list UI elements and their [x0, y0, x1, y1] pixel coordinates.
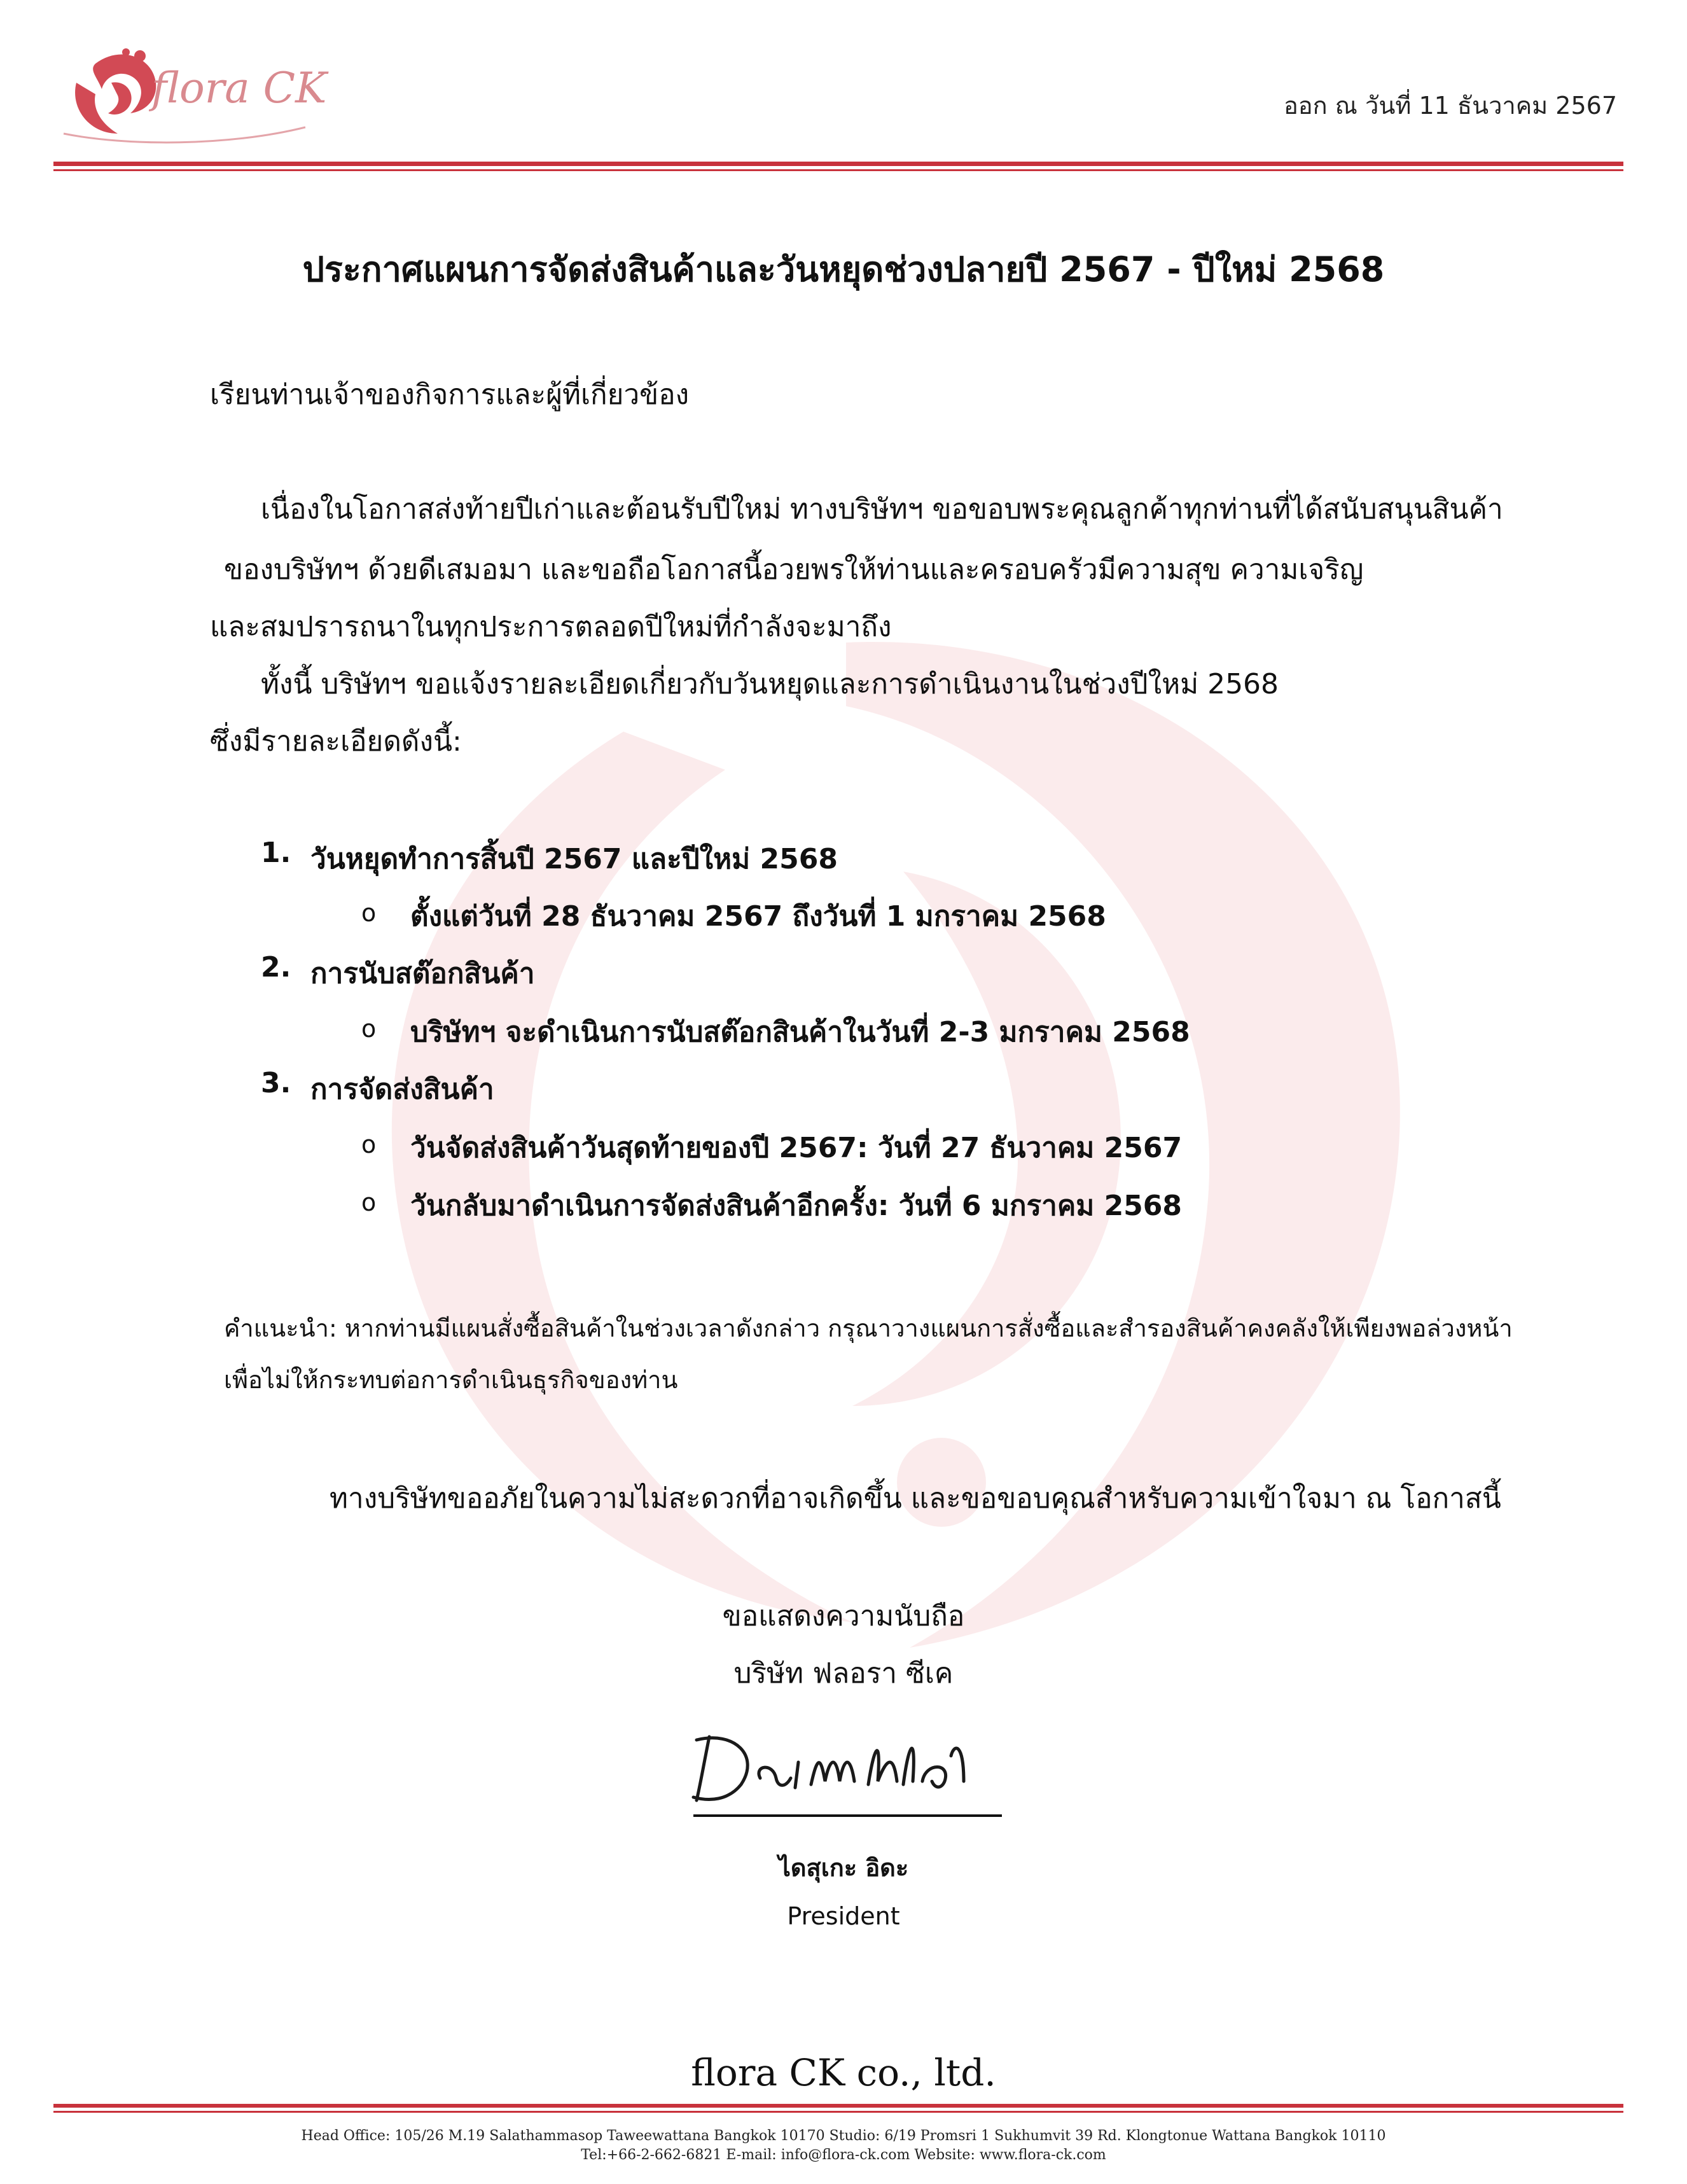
- closing-regards: ขอแสดงความนับถือ: [722, 1600, 965, 1632]
- signature-line: [693, 1814, 1002, 1817]
- bullet-icon: o: [361, 1130, 377, 1158]
- item-2-number: 2.: [261, 951, 291, 984]
- item-3-sub-2: วันกลับมาดำเนินการจัดส่งสินค้าอีกครั้ง: วันที่ 6 มกราคม 2568: [410, 1190, 1183, 1222]
- item-1-number: 1.: [261, 837, 291, 869]
- bullet-icon: o: [361, 1015, 377, 1043]
- advice-line-1: คำแนะนำ: หากท่านมีแผนสั่งซื้อสินค้าในช่วงเวลาดังกล่าว กรุณาวางแผนการสั่งซื้อและสำรองสินค้าคงคลังให้เพียงพอล่วงหน้า: [224, 1314, 1513, 1342]
- item-3-sub-1: วันจัดส่งสินค้าวันสุดท้ายของปี 2567: วันที่ 27 ธันวาคม 2567: [410, 1132, 1183, 1164]
- header-rule-thick: [53, 162, 1623, 166]
- intro-line-5: ซึ่งมีรายละเอียดดังนี้:: [210, 725, 462, 758]
- logo-wordmark: flora CK: [151, 64, 327, 113]
- advice-line-2: เพื่อไม่ให้กระทบต่อการดำเนินธุรกิจของท่าน: [224, 1366, 678, 1394]
- bullet-icon: o: [361, 1188, 377, 1216]
- footer-address: Head Office: 105/26 M.19 Salathammasop Taweewattana Bangkok 10170 Studio: 6/19 Promsri 1 Sukhumvit 39 Rd. Klongtonue Wattana Bangkok 10110: [301, 2128, 1386, 2144]
- intro-line-4: ทั้งนี้ บริษัทฯ ขอแจ้งรายละเอียดเกี่ยวกับวันหยุดและการดำเนินงานในช่วงปีใหม่ 2568: [261, 668, 1279, 700]
- apology-text: ทางบริษัทขออภัยในความไม่สะดวกที่อาจเกิดขึ้น และขอขอบคุณสำหรับความเข้าใจมา ณ โอกาสนี้: [330, 1482, 1501, 1515]
- item-1-sub-1: ตั้งแต่วันที่ 28 ธันวาคม 2567 ถึงวันที่ 1 มกราคม 2568: [410, 900, 1106, 933]
- salutation: เรียนท่านเจ้าของกิจการและผู้ที่เกี่ยวข้อง: [210, 379, 690, 411]
- signer-name: ไดสุเกะ อิดะ: [778, 1854, 909, 1882]
- footer-contact: Tel:+66-2-662-6821 E-mail: info@flora-ck.com Website: www.flora-ck.com: [581, 2147, 1106, 2163]
- issue-date: ออก ณ วันที่ 11 ธันวาคม 2567: [1283, 92, 1617, 120]
- page-title: ประกาศแผนการจัดส่งสินค้าและวันหยุดช่วงปลายปี 2567 - ปีใหม่ 2568: [302, 249, 1385, 289]
- bullet-icon: o: [361, 899, 377, 927]
- intro-line-2: ของบริษัทฯ ด้วยดีเสมอมา และขอถือโอกาสนี้อวยพรให้ท่านและครอบครัวมีความสุข ความเจริญ: [224, 553, 1364, 586]
- footer-rule-thin: [53, 2111, 1623, 2113]
- item-3-number: 3.: [261, 1067, 291, 1099]
- intro-line-3: และสมปรารถนาในทุกประการตลอดปีใหม่ที่กำลังจะมาถึง: [210, 611, 892, 643]
- header-rule-thin: [53, 169, 1623, 171]
- signer-title: President: [787, 1902, 900, 1930]
- item-1-heading: วันหยุดทำการสิ้นปี 2567 และปีใหม่ 2568: [310, 843, 838, 875]
- item-2-heading: การนับสต๊อกสินค้า: [310, 957, 535, 990]
- footer-rule-thick: [53, 2104, 1623, 2108]
- footer-company: flora CK co., ltd.: [691, 2051, 996, 2094]
- item-3-heading: การจัดส่งสินค้า: [310, 1073, 494, 1106]
- signature: [684, 1718, 1015, 1813]
- item-2-sub-1: บริษัทฯ จะดำเนินการนับสต๊อกสินค้าในวันที่ 2-3 มกราคม 2568: [410, 1016, 1190, 1048]
- closing-company: บริษัท ฟลอรา ซีเค: [733, 1657, 954, 1690]
- intro-line-1: เนื่องในโอกาสส่งท้ายปีเก่าและต้อนรับปีใหม่ ทางบริษัทฯ ขอขอบพระคุณลูกค้าทุกท่านที่ได้สนับสนุนสินค้า: [261, 493, 1503, 525]
